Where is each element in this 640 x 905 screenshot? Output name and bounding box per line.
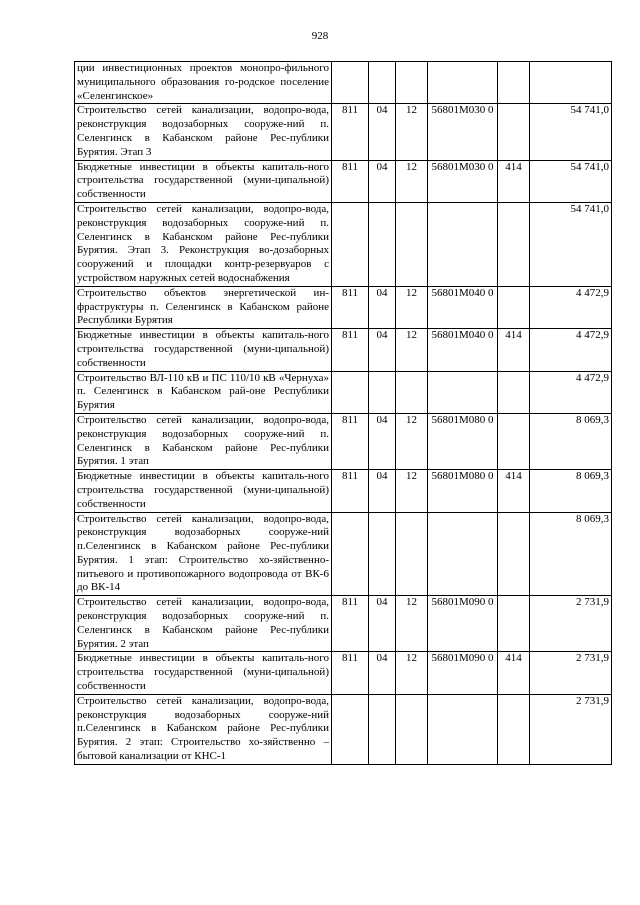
target-article-code-cell: 56801М040 0	[428, 286, 498, 328]
section-code-cell: 04	[369, 160, 396, 202]
item-name-cell: Строительство сетей канализации, водопро-вода, реконструкция водозаборных сооруже-ний п. Селенгинск в Кабанском районе Рес-публики Бурятия. 2 этап	[75, 596, 332, 652]
grbs-code-cell	[332, 62, 369, 104]
amount-cell: 8 069,3	[530, 413, 612, 469]
subsection-code-cell: 12	[396, 470, 428, 512]
grbs-code-cell: 811	[332, 160, 369, 202]
table-row	[75, 596, 612, 652]
budget-table	[74, 61, 612, 765]
grbs-code-cell	[332, 694, 369, 764]
item-name-cell: Строительство объектов энергетической ин-фраструктуры п. Селенгинск в Кабанском районе Республики Бурятия	[75, 286, 332, 328]
target-article-code-cell	[428, 512, 498, 596]
grbs-code-cell: 811	[332, 329, 369, 371]
expense-type-code-cell: 414	[498, 652, 530, 694]
table-row	[75, 104, 612, 160]
grbs-code-cell	[332, 371, 369, 413]
table-row	[75, 694, 612, 764]
item-name-cell: Бюджетные инвестиции в объекты капиталь-ного строительства государственной (муни-ципальной) собственности	[75, 160, 332, 202]
grbs-code-cell: 811	[332, 413, 369, 469]
subsection-code-cell: 12	[396, 596, 428, 652]
subsection-code-cell: 12	[396, 652, 428, 694]
subsection-code-cell: 12	[396, 286, 428, 328]
amount-cell: 54 741,0	[530, 160, 612, 202]
amount-cell: 4 472,9	[530, 286, 612, 328]
grbs-code-cell: 811	[332, 104, 369, 160]
amount-cell: 8 069,3	[530, 470, 612, 512]
subsection-code-cell	[396, 694, 428, 764]
table-row	[75, 329, 612, 371]
expense-type-code-cell	[498, 104, 530, 160]
expense-type-code-cell	[498, 371, 530, 413]
target-article-code-cell	[428, 202, 498, 286]
budget-table-body	[75, 62, 612, 765]
target-article-code-cell	[428, 62, 498, 104]
subsection-code-cell: 12	[396, 104, 428, 160]
grbs-code-cell: 811	[332, 286, 369, 328]
expense-type-code-cell	[498, 694, 530, 764]
item-name-cell: Бюджетные инвестиции в объекты капиталь-ного строительства государственной (муни-ципальной) собственности	[75, 329, 332, 371]
section-code-cell: 04	[369, 413, 396, 469]
amount-cell	[530, 62, 612, 104]
section-code-cell	[369, 202, 396, 286]
target-article-code-cell: 56801М030 0	[428, 104, 498, 160]
subsection-code-cell: 12	[396, 329, 428, 371]
section-code-cell: 04	[369, 329, 396, 371]
subsection-code-cell: 12	[396, 413, 428, 469]
amount-cell: 4 472,9	[530, 371, 612, 413]
section-code-cell: 04	[369, 286, 396, 328]
item-name-cell: Строительство сетей канализации, водопро-вода, реконструкция водозаборных сооруже-ний п.Селенгинск в Кабанском районе Рес-публики Бурятия. 2 этап: Строительство хо-зяйственно – бытовой канализации от КНС-1	[75, 694, 332, 764]
target-article-code-cell: 56801М090 0	[428, 652, 498, 694]
subsection-code-cell: 12	[396, 160, 428, 202]
target-article-code-cell: 56801М080 0	[428, 470, 498, 512]
expense-type-code-cell	[498, 512, 530, 596]
page-number: 928	[311, 30, 329, 42]
grbs-code-cell	[332, 512, 369, 596]
amount-cell: 54 741,0	[530, 104, 612, 160]
table-row	[75, 371, 612, 413]
amount-cell: 54 741,0	[530, 202, 612, 286]
table-row	[75, 512, 612, 596]
expense-type-code-cell	[498, 286, 530, 328]
section-code-cell: 04	[369, 104, 396, 160]
amount-cell: 4 472,9	[530, 329, 612, 371]
subsection-code-cell	[396, 62, 428, 104]
expense-type-code-cell	[498, 413, 530, 469]
target-article-code-cell: 56801М040 0	[428, 329, 498, 371]
amount-cell: 8 069,3	[530, 512, 612, 596]
table-row	[75, 160, 612, 202]
expense-type-code-cell: 414	[498, 329, 530, 371]
item-name-cell: Строительство ВЛ-110 кВ и ПС 110/10 кВ «Чернуха» п. Селенгинск в Кабанском рай-оне Республики Бурятия	[75, 371, 332, 413]
item-name-cell: Бюджетные инвестиции в объекты капиталь-ного строительства государственной (муни-ципальной) собственности	[75, 470, 332, 512]
table-row	[75, 286, 612, 328]
table-row	[75, 413, 612, 469]
expense-type-code-cell	[498, 202, 530, 286]
target-article-code-cell	[428, 694, 498, 764]
item-name-cell: ции инвестиционных проектов монопро-фильного муниципального образования го-родское поселение «Селенгинское»	[75, 62, 332, 104]
section-code-cell: 04	[369, 652, 396, 694]
table-row	[75, 62, 612, 104]
item-name-cell: Бюджетные инвестиции в объекты капиталь-ного строительства государственной (муни-ципальной) собственности	[75, 652, 332, 694]
target-article-code-cell: 56801М090 0	[428, 596, 498, 652]
expense-type-code-cell: 414	[498, 470, 530, 512]
section-code-cell: 04	[369, 596, 396, 652]
amount-cell: 2 731,9	[530, 652, 612, 694]
target-article-code-cell: 56801М080 0	[428, 413, 498, 469]
table-row	[75, 652, 612, 694]
target-article-code-cell	[428, 371, 498, 413]
grbs-code-cell: 811	[332, 470, 369, 512]
item-name-cell: Строительство сетей канализации, водопро-вода, реконструкция водозаборных сооруже-ний п. Селенгинск в Кабанском районе Рес-публики Бурятия. Этап 3. Реконструкция во-дозаборных сооружений и площадки контр-резервуаров с устройством наружных сетей водоснабжения	[75, 202, 332, 286]
expense-type-code-cell	[498, 62, 530, 104]
grbs-code-cell: 811	[332, 596, 369, 652]
subsection-code-cell	[396, 512, 428, 596]
amount-cell: 2 731,9	[530, 596, 612, 652]
subsection-code-cell	[396, 202, 428, 286]
table-row	[75, 470, 612, 512]
subsection-code-cell	[396, 371, 428, 413]
section-code-cell	[369, 371, 396, 413]
item-name-cell: Строительство сетей канализации, водопро-вода, реконструкция водозаборных сооруже-ний п. Селенгинск в Кабанском районе Рес-публики Бурятия. Этап 3	[75, 104, 332, 160]
grbs-code-cell: 811	[332, 652, 369, 694]
section-code-cell	[369, 512, 396, 596]
expense-type-code-cell	[498, 596, 530, 652]
section-code-cell: 04	[369, 470, 396, 512]
item-name-cell: Строительство сетей канализации, водопро-вода, реконструкция водозаборных сооруже-ний п.Селенгинск в Кабанском районе Рес-публики Бурятия. 1 этап: Строительство хо-зяйственно-питьевого и противопожарного водопровода от ВК-6 до ВК-14	[75, 512, 332, 596]
section-code-cell	[369, 694, 396, 764]
item-name-cell: Строительство сетей канализации, водопро-вода, реконструкция водозаборных сооруже-ний п. Селенгинск в Кабанском районе Рес-публики Бурятия. 1 этап	[75, 413, 332, 469]
table-row	[75, 202, 612, 286]
expense-type-code-cell: 414	[498, 160, 530, 202]
target-article-code-cell: 56801М030 0	[428, 160, 498, 202]
grbs-code-cell	[332, 202, 369, 286]
section-code-cell	[369, 62, 396, 104]
amount-cell: 2 731,9	[530, 694, 612, 764]
